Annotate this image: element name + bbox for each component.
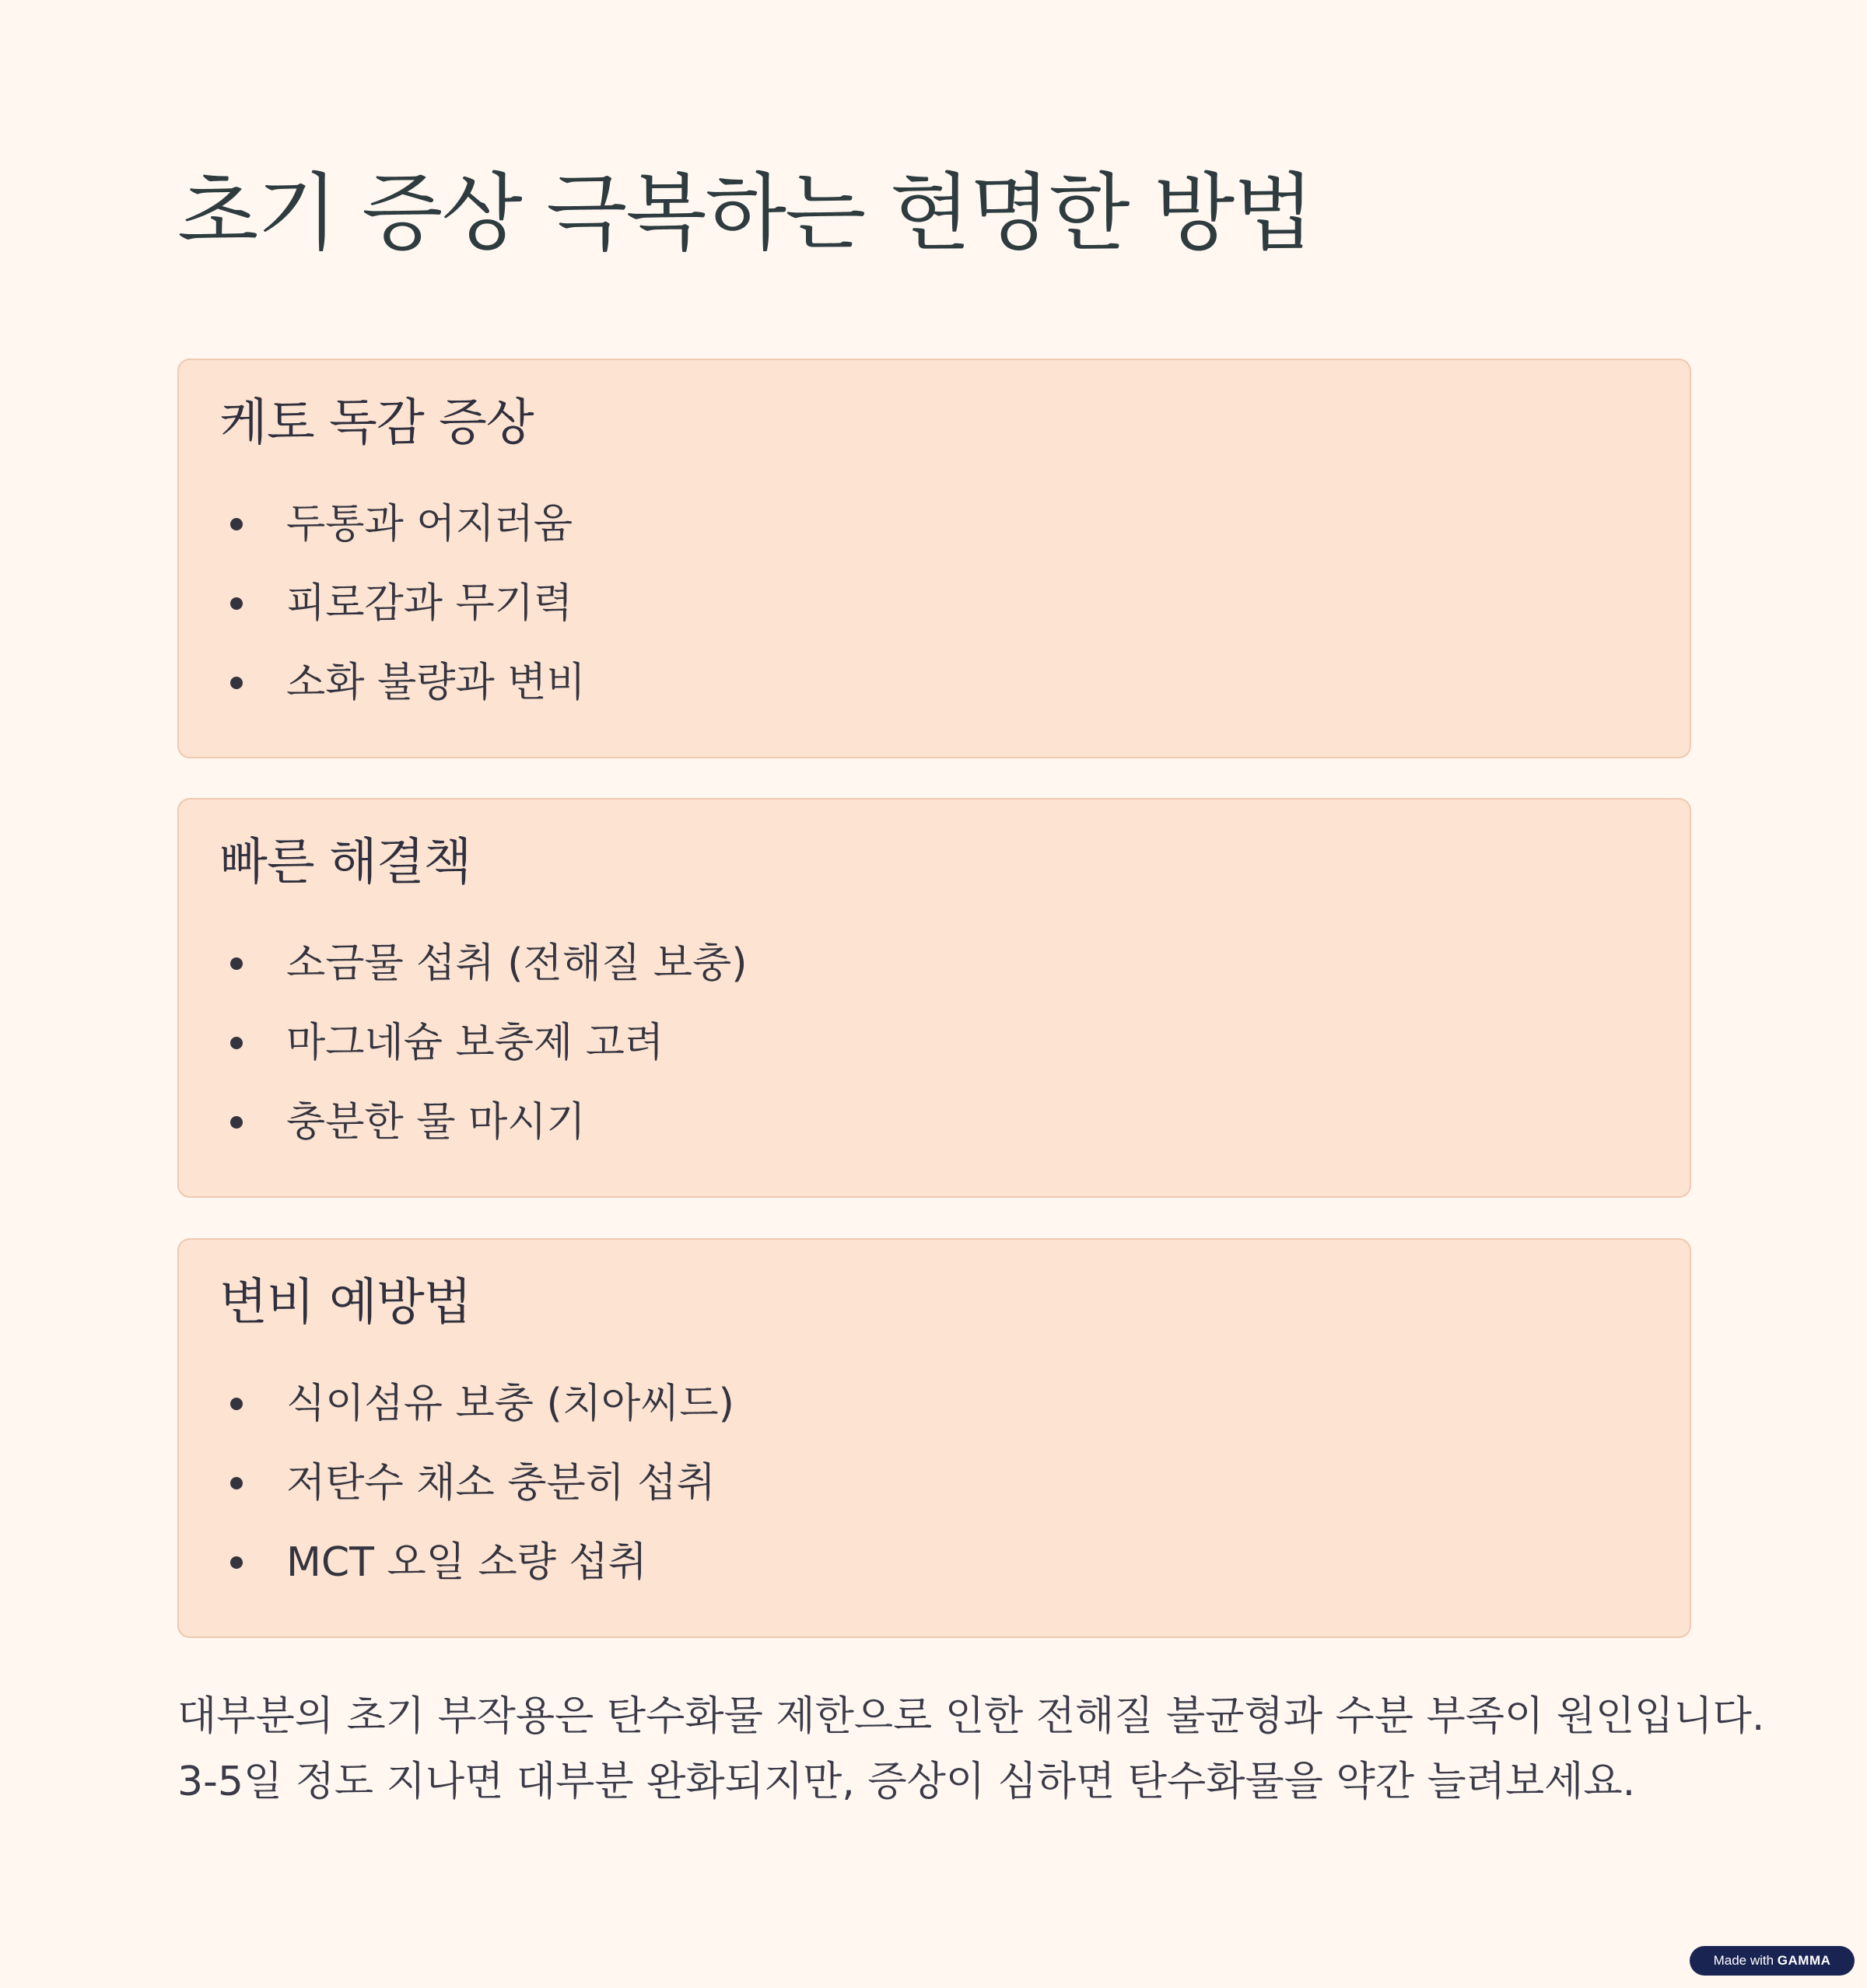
card-title: 케토 독감 증상 <box>219 394 534 452</box>
card-quick-fixes <box>177 798 1691 1198</box>
bullet-icon <box>230 677 243 689</box>
footnote <box>177 1684 1765 1815</box>
footnote-line: 대부분의 초기 부작용은 탄수화물 제한으로 인한 전해질 불균형과 수분 부족이 원인입니다. <box>177 1693 1765 1740</box>
list-item: 충분한 물 마시기 <box>219 1083 747 1162</box>
card-constipation-prevention <box>177 1238 1691 1638</box>
list-item: 소화 불량과 변비 <box>219 643 586 723</box>
solution-list <box>219 924 747 1162</box>
bullet-icon <box>230 1398 243 1410</box>
list-item: 피로감과 무기력 <box>219 564 586 643</box>
list-item: 두통과 어지러움 <box>219 485 586 564</box>
list-item: 식이섬유 보충 (치아씨드) <box>219 1364 734 1444</box>
made-with-gamma-badge[interactable] <box>1690 1946 1855 1976</box>
list-item: 저탄수 채소 충분히 섭취 <box>219 1444 734 1523</box>
bullet-icon <box>230 597 243 610</box>
bullet-icon <box>230 957 243 970</box>
card-title: 빠른 해결책 <box>219 834 471 891</box>
bullet-icon <box>230 1556 243 1569</box>
list-item: MCT 오일 소량 섭취 <box>219 1523 734 1602</box>
symptom-list <box>219 485 586 723</box>
card-title: 변비 예방법 <box>219 1274 471 1332</box>
card-keto-flu-symptoms <box>177 359 1691 758</box>
prevention-list <box>219 1364 734 1602</box>
bullet-icon <box>230 1477 243 1489</box>
badge-prefix: Made with <box>1713 1953 1774 1968</box>
bullet-icon <box>230 518 243 530</box>
list-item: 소금물 섭취 (전해질 보충) <box>219 924 747 1003</box>
footnote-line: 3-5일 정도 지나면 대부분 완화되지만, 증상이 심하면 탄수화물을 약간 늘려보세요. <box>177 1759 1636 1805</box>
bullet-icon <box>230 1037 243 1049</box>
gamma-logo: GAMMA <box>1777 1953 1831 1968</box>
list-item: 마그네슘 보충제 고려 <box>219 1003 747 1083</box>
bullet-icon <box>230 1116 243 1129</box>
page-title: 초기 증상 극복하는 현명한 방법 <box>177 165 1313 262</box>
